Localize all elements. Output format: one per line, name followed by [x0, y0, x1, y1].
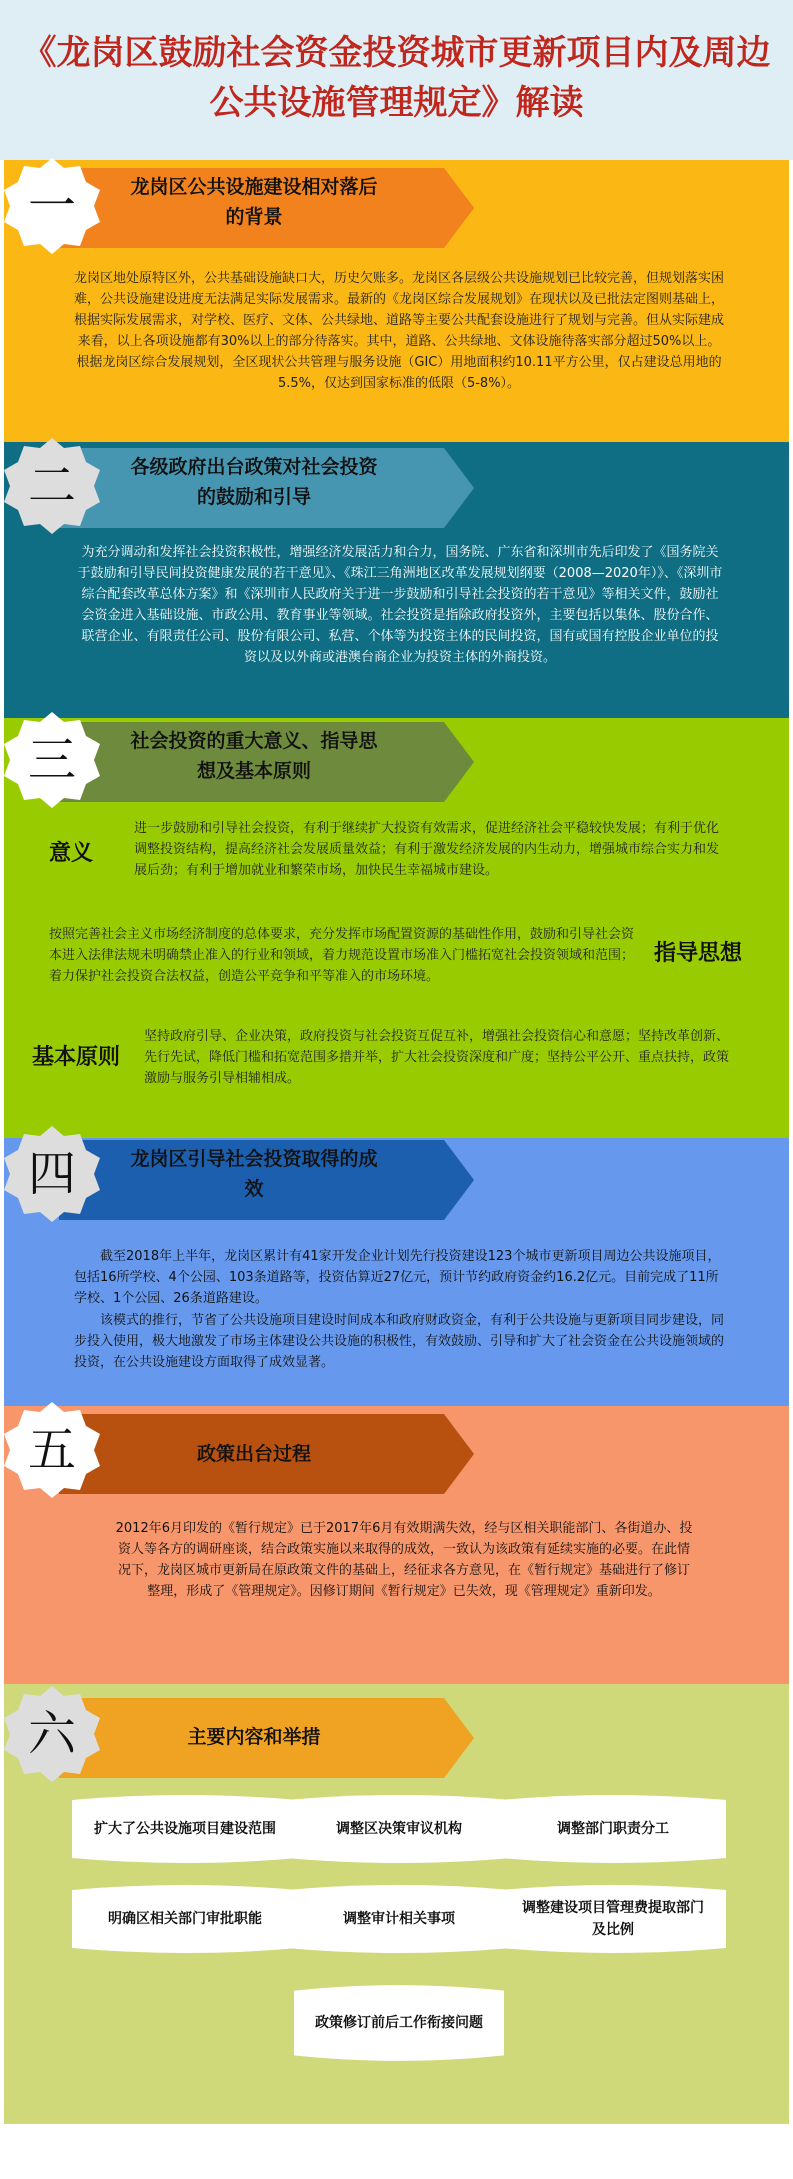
measure-card: 明确区相关部门审批职能 [72, 1884, 298, 1954]
section-1-body: 龙岗区地处原特区外，公共基础设施缺口大，历史欠账多。龙岗区各层级公共设施规划已比较完善，但规划落实困难，公共设施建设进度无法满足实际发展需求。最新的《龙岗区综合发展规划》在现状以及已批法定图则基础上，根据实际发展需求，对学校、医疗、文体、公共绿地、道路等主要公共配套设施进行了规划与完善。但从实际建成来看，以上各项设施都有30%以上的部分待落实。其中，道路、公共绿地、文体设施待落实部分超过50%以上。根据龙岗区综合发展规划，全区现状公共管理与服务设施（GIC）用地面积约10.11平方公里，仅占建设总用地的5.5%，仅达到国家标准的低限（5-8%）。 [74, 271, 725, 391]
section-6-number-badge: 六 [2, 1684, 102, 1784]
section-4-body-p1: 截至2018年上半年，龙岗区累计有41家开发企业计划先行投资建设123个城市更新项目周边公共设施项目，包括16所学校、4个公园、103条道路等，投资估算近27亿元，预计节约政府资金约16.2亿元。目前完成了11所学校、1个公园、26条道路建设。 [74, 1249, 721, 1306]
section-5-number-badge: 五 [2, 1400, 102, 1500]
meaning-label: 意义 [49, 840, 94, 866]
section-2-heading: 各级政府出台政策对社会投资 的鼓励和引导 [130, 456, 378, 508]
section-2-body: 为充分调动和发挥社会投资积极性，增强经济发展活力和合力，国务院、广东省和深圳市先后印发了《国务院关于鼓励和引导民间投资健康发展的若干意见》、《珠江三角洲地区改革发展规划纲要（2008—2020年）》、《深圳市综合配套改革总体方案》和《深圳市人民政府关于进一步鼓励和引导社会投资的若干意见》等相关文件，鼓励社会资金进入基础设施、市政公用、教育事业等领域。社会投资是指除政府投资外，主要包括以集体、股份合作、联营企业、有限责任公司、股份有限公司、私营、个体等为投资主体的民间投资，国有或国有控股企业单位的投资以及以外商或港澳台商企业为投资主体的外商投资。 [77, 545, 723, 665]
section-1 [4, 160, 789, 442]
section-1-heading: 龙岗区公共设施建设相对落后 的背景 [130, 176, 378, 228]
section-6 [4, 1684, 789, 2124]
section-3-heading: 社会投资的重大意义、指导思 想及基本原则 [130, 730, 378, 782]
measure-card: 调整部门职责分工 [500, 1794, 726, 1864]
section-2-number-badge: 二 [2, 436, 102, 536]
section-3 [4, 718, 789, 1138]
section-1-number-badge: 一 [2, 156, 102, 256]
section-4 [4, 1138, 789, 1406]
measure-card: 政策修订前后工作衔接问题 [294, 1984, 504, 2062]
measure-card: 调整区决策审议机构 [286, 1794, 512, 1864]
page-title: 《龙岗区鼓励社会资金投资城市更新项目内及周边公共设施管理规定》解读 [22, 33, 771, 123]
measure-card: 扩大了公共设施项目建设范围 [72, 1794, 298, 1864]
basic-principle-label: 基本原则 [32, 1044, 121, 1070]
section-5-body: 2012年6月印发的《暂行规定》已于2017年6月有效期满失效，经与区相关职能部门、各街道办、投资人等各方的调研座谈，结合政策实施以来取得的成效，一致认为该政策有延续实施的必要。在此情况下，龙岗区城市更新局在原政策文件的基础上，经征求各方意见，在《暂行规定》基础进行了修订整理，形成了《管理规定》。因修订期间《暂行规定》已失效，现《管理规定》重新印发。 [115, 1521, 693, 1599]
section-4-body-p2: 该模式的推行，节省了公共设施项目建设时间成本和政府财政资金，有利于公共设施与更新项目同步建设，同步投入使用，极大地激发了市场主体建设公共设施的积极性，有效鼓励、引导和扩大了社会资金在公共设施领域的投资，在公共设施建设方面取得了成效显著。 [74, 1313, 725, 1370]
section-4-number-badge: 四 [2, 1124, 102, 1224]
section-3-number-badge: 三 [2, 710, 102, 810]
measure-card: 调整建设项目管理费提取部门及比例 [500, 1884, 726, 1954]
measure-card: 调整审计相关事项 [286, 1884, 512, 1954]
guiding-idea-text: 按照完善社会主义市场经济制度的总体要求，充分发挥市场配置资源的基础性作用，鼓励和引导社会资本进入法律法规未明确禁止准入的行业和领域，着力规范设置市场准入门槛拓宽社会投资领域和范围；着力保护社会投资合法权益，创造公平竞争和平等准入的市场环境。 [49, 927, 635, 984]
section-5-heading: 政策出台过程 [196, 1443, 311, 1465]
section-4-heading: 龙岗区引导社会投资取得的成 效 [130, 1148, 378, 1200]
section-2 [4, 442, 789, 718]
meaning-text: 进一步鼓励和引导社会投资，有利于继续扩大投资有效需求，促进经济社会平稳较快发展；有利于优化调整投资结构，提高经济社会发展质量效益；有利于激发经济发展的内生动力，增强城市综合实力和发展后劲；有利于增加就业和繁荣市场，加快民生幸福城市建设。 [134, 821, 720, 878]
section-6-heading: 主要内容和举措 [187, 1726, 321, 1748]
basic-principle-text: 坚持政府引导、企业决策，政府投资与社会投资互促互补，增强社会投资信心和意愿；坚持改革创新、先行先试，降低门槛和拓宽范围多措并举，扩大社会投资深度和广度；坚持公平公开、重点扶持，政策激励与服务引导相辅相成。 [144, 1029, 730, 1086]
guiding-idea-label: 指导思想 [654, 940, 743, 966]
section-5 [4, 1406, 789, 1684]
